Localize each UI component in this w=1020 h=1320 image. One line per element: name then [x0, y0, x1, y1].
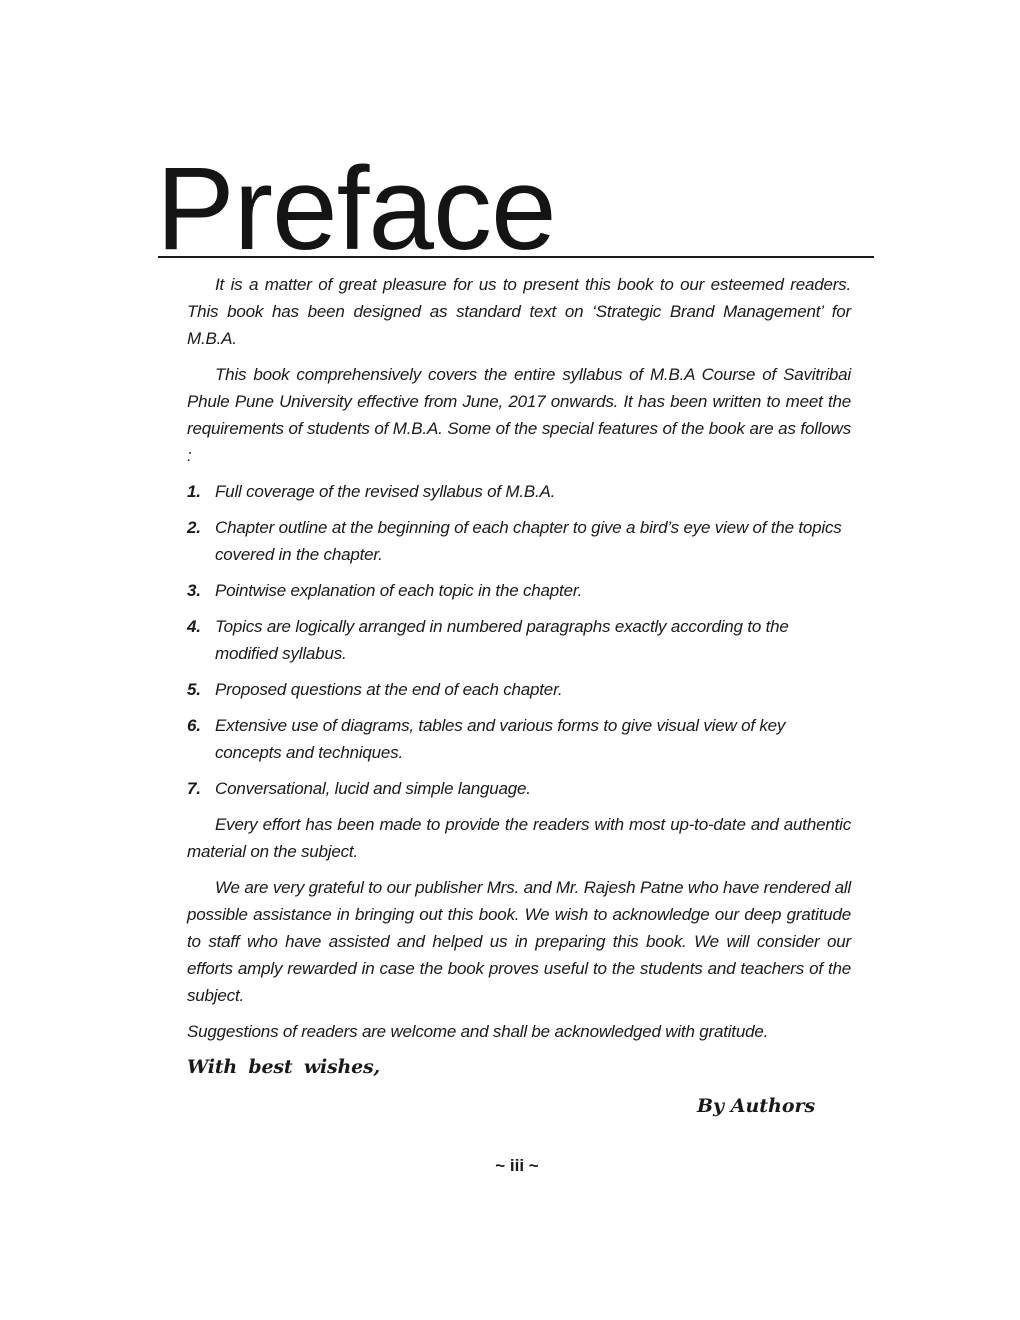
preface-body	[187, 271, 851, 1081]
list-item	[187, 478, 851, 505]
list-item-text: Proposed questions at the end of each chapter.	[215, 680, 563, 699]
list-item	[187, 577, 851, 604]
list-item-text: Pointwise explanation of each topic in the chapter.	[215, 581, 583, 600]
list-item-number: 7.	[187, 779, 201, 798]
list-item-number: 1.	[187, 482, 201, 501]
intro-paragraph: This book comprehensively covers the entire syllabus of M.B.A Course of Savitribai Phule Pune University effective from June, 2017 onwards. It has been written to meet the requirements of students of M.B.A. Some of the special features of the book are as follows :	[187, 365, 851, 465]
feature-list	[187, 478, 851, 802]
closing-paragraph: Every effort has been made to provide the readers with most up-to-date and authentic material on the subject.	[187, 815, 851, 861]
closing-paragraph: We are very grateful to our publisher Mrs. and Mr. Rajesh Patne who have rendered all possible assistance in bringing out this book. We wish to acknowledge our deep gratitude to staff who have assisted and helped us in preparing this book. We will consider our efforts amply rewarded in case the book proves useful to the students and teachers of the subject.	[187, 878, 851, 1005]
list-item-number: 5.	[187, 680, 201, 699]
intro-paragraph: It is a matter of great pleasure for us to present this book to our esteemed readers. This book has been designed as standard text on ‘Strategic Brand Management’ for M.B.A.	[187, 275, 851, 348]
signature: By Authors	[697, 1095, 816, 1117]
list-item-number: 3.	[187, 581, 201, 600]
title-underline	[158, 256, 874, 258]
list-item-text: Topics are logically arranged in numbered paragraphs exactly according to the modified syllabus.	[215, 617, 789, 663]
page-title: Preface	[156, 143, 556, 275]
list-item-number: 6.	[187, 716, 201, 735]
list-item-text: Full coverage of the revised syllabus of M.B.A.	[215, 482, 556, 501]
page-number: ~ iii ~	[495, 1156, 539, 1175]
list-item	[187, 775, 851, 802]
list-item-number: 4.	[187, 617, 201, 636]
list-item-text: Chapter outline at the beginning of each chapter to give a bird’s eye view of the topics covered in the chapter.	[215, 518, 842, 564]
list-item	[187, 613, 851, 667]
list-item	[187, 712, 851, 766]
list-item-number: 2.	[187, 518, 201, 537]
list-item	[187, 676, 851, 703]
list-item-text: Conversational, lucid and simple language.	[215, 779, 531, 798]
wishes-line: With best wishes,	[187, 1056, 380, 1078]
list-item-text: Extensive use of diagrams, tables and various forms to give visual view of key concepts and techniques.	[215, 716, 786, 762]
list-item	[187, 514, 851, 568]
suggestion-paragraph: Suggestions of readers are welcome and shall be acknowledged with gratitude.	[187, 1022, 769, 1041]
